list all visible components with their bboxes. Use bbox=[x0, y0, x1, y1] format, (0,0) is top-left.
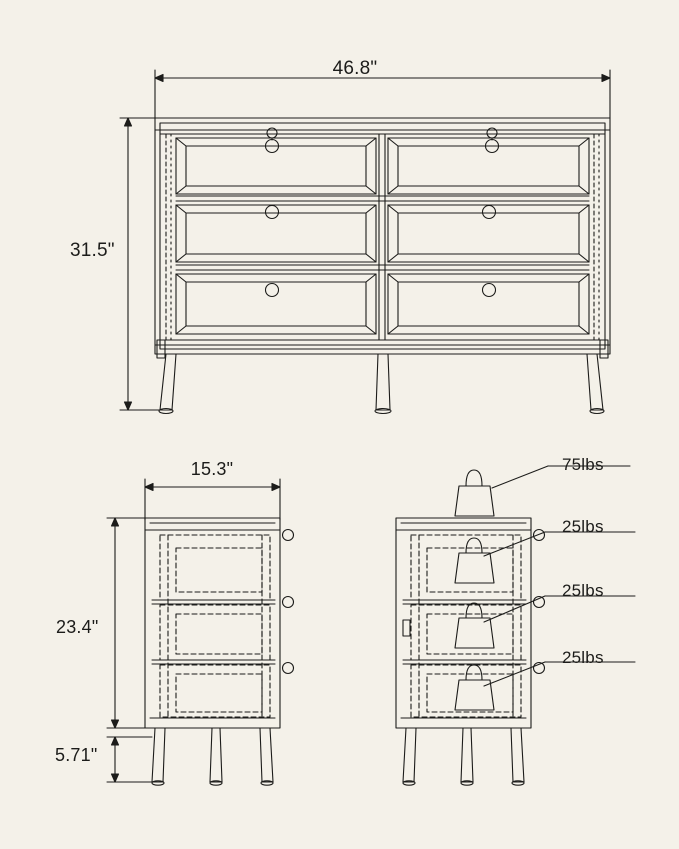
dimension-label-leg-height: 5.71" bbox=[55, 745, 98, 765]
capacity-label-drawer-bottom: 25lbs bbox=[562, 648, 604, 667]
dimension-label-cabinet-height: 23.4" bbox=[56, 617, 99, 637]
capacity-label-drawer-top: 25lbs bbox=[562, 517, 604, 536]
dimension-label-overall-height: 31.5" bbox=[70, 240, 115, 261]
front-view-geometry bbox=[120, 70, 610, 414]
capacity-label-drawer-middle: 25lbs bbox=[562, 581, 604, 600]
capacity-label-top-surface: 75lbs bbox=[562, 455, 604, 474]
dimension-label-overall-width: 46.8" bbox=[332, 58, 378, 79]
side-view-capacity-geometry bbox=[396, 466, 635, 785]
side-view-dimensions-geometry bbox=[107, 479, 294, 785]
dimension-label-overall-depth: 15.3" bbox=[190, 459, 234, 479]
